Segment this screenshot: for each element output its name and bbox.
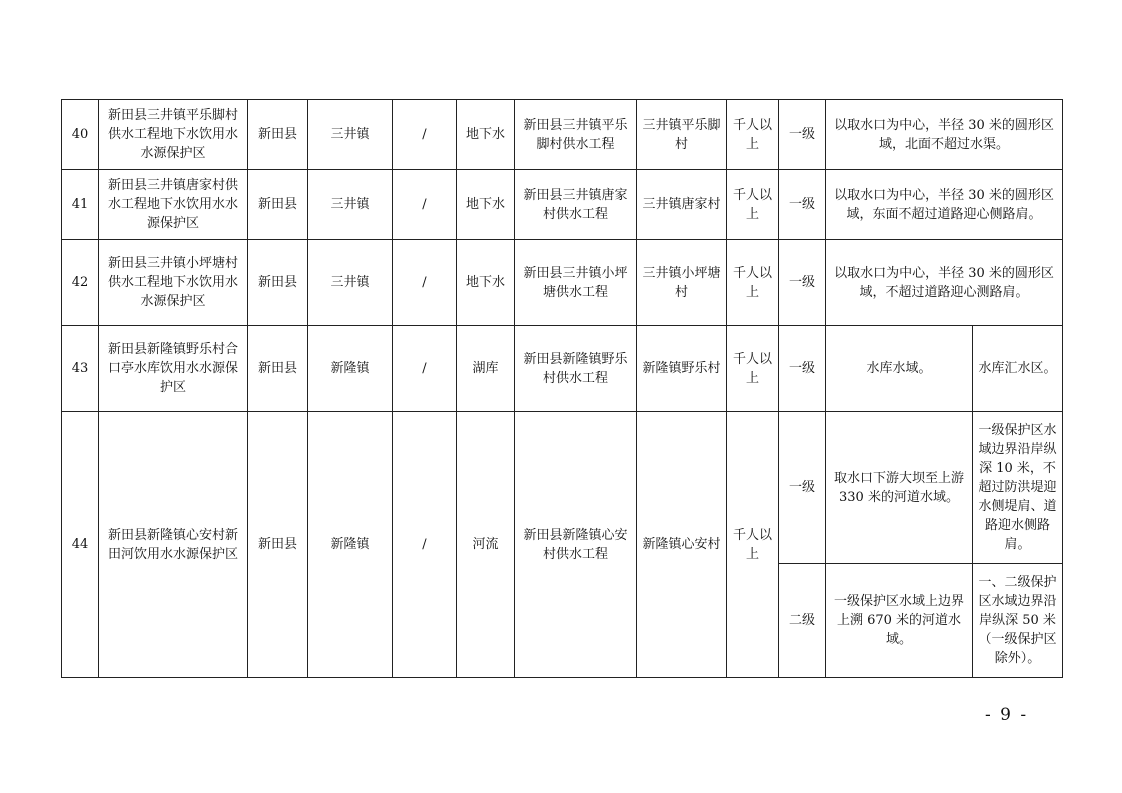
water-range: 一级保护区水域上边界上溯 670 米的河道水域。 bbox=[826, 564, 973, 678]
slash-cell: / bbox=[393, 412, 457, 678]
county: 新田县 bbox=[248, 100, 308, 170]
table-row bbox=[62, 240, 1063, 326]
zone-name: 新田县新隆镇野乐村合口亭水库饮用水水源保护区 bbox=[99, 326, 248, 412]
town: 三井镇 bbox=[308, 240, 393, 326]
zone-name: 新田县三井镇唐家村供水工程地下水饮用水水源保护区 bbox=[99, 170, 248, 240]
supply-project: 新田县三井镇平乐脚村供水工程 bbox=[515, 100, 637, 170]
table-row bbox=[62, 326, 1063, 412]
row-number: 40 bbox=[62, 100, 99, 170]
supply-project: 新田县新隆镇野乐村供水工程 bbox=[515, 326, 637, 412]
water-range: 水库水域。 bbox=[826, 326, 973, 412]
protection-zone-table bbox=[61, 99, 1063, 678]
town: 三井镇 bbox=[308, 100, 393, 170]
service-area: 三井镇平乐脚村 bbox=[637, 100, 727, 170]
zone-name: 新田县三井镇平乐脚村供水工程地下水饮用水水源保护区 bbox=[99, 100, 248, 170]
scale: 千人以上 bbox=[727, 100, 779, 170]
service-area: 三井镇唐家村 bbox=[637, 170, 727, 240]
protection-level: 一级 bbox=[779, 326, 826, 412]
town: 新隆镇 bbox=[308, 412, 393, 678]
table-row bbox=[62, 170, 1063, 240]
protection-range: 以取水口为中心，半径 30 米的圆形区域，东面不超过道路迎心侧路肩。 bbox=[826, 170, 1063, 240]
land-range: 水库汇水区。 bbox=[973, 326, 1063, 412]
town: 新隆镇 bbox=[308, 326, 393, 412]
land-range: 一、二级保护区水域边界沿岸纵深 50 米（一级保护区除外）。 bbox=[973, 564, 1063, 678]
protection-range: 以取水口为中心，半径 30 米的圆形区域，北面不超过水渠。 bbox=[826, 100, 1063, 170]
supply-project: 新田县三井镇小坪塘供水工程 bbox=[515, 240, 637, 326]
service-area: 新隆镇野乐村 bbox=[637, 326, 727, 412]
county: 新田县 bbox=[248, 240, 308, 326]
service-area: 新隆镇心安村 bbox=[637, 412, 727, 678]
protection-level: 一级 bbox=[779, 412, 826, 564]
scale: 千人以上 bbox=[727, 326, 779, 412]
supply-project: 新田县新隆镇心安村供水工程 bbox=[515, 412, 637, 678]
water-type: 地下水 bbox=[457, 170, 515, 240]
water-range: 取水口下游大坝至上游 330 米的河道水域。 bbox=[826, 412, 973, 564]
water-type: 湖库 bbox=[457, 326, 515, 412]
protection-level: 一级 bbox=[779, 240, 826, 326]
slash-cell: / bbox=[393, 240, 457, 326]
scale: 千人以上 bbox=[727, 412, 779, 678]
slash-cell: / bbox=[393, 170, 457, 240]
row-number: 44 bbox=[62, 412, 99, 678]
row-number: 42 bbox=[62, 240, 99, 326]
row-number: 43 bbox=[62, 326, 99, 412]
protection-range: 以取水口为中心，半径 30 米的圆形区域，不超过道路迎心测路肩。 bbox=[826, 240, 1063, 326]
table-row bbox=[62, 412, 1063, 564]
protection-level: 一级 bbox=[779, 170, 826, 240]
county: 新田县 bbox=[248, 326, 308, 412]
slash-cell: / bbox=[393, 100, 457, 170]
table-row bbox=[62, 100, 1063, 170]
service-area: 三井镇小坪塘村 bbox=[637, 240, 727, 326]
row-number: 41 bbox=[62, 170, 99, 240]
protection-level: 一级 bbox=[779, 100, 826, 170]
water-type: 地下水 bbox=[457, 240, 515, 326]
scale: 千人以上 bbox=[727, 170, 779, 240]
town: 三井镇 bbox=[308, 170, 393, 240]
protection-level: 二级 bbox=[779, 564, 826, 678]
slash-cell: / bbox=[393, 326, 457, 412]
county: 新田县 bbox=[248, 412, 308, 678]
zone-name: 新田县新隆镇心安村新田河饮用水水源保护区 bbox=[99, 412, 248, 678]
page-number: - 9 - bbox=[985, 705, 1029, 725]
supply-project: 新田县三井镇唐家村供水工程 bbox=[515, 170, 637, 240]
county: 新田县 bbox=[248, 170, 308, 240]
water-type: 地下水 bbox=[457, 100, 515, 170]
land-range: 一级保护区水域边界沿岸纵深 10 米，不超过防洪堤迎水侧堤肩、道路迎水侧路肩。 bbox=[973, 412, 1063, 564]
scale: 千人以上 bbox=[727, 240, 779, 326]
water-type: 河流 bbox=[457, 412, 515, 678]
zone-name: 新田县三井镇小坪塘村供水工程地下水饮用水水源保护区 bbox=[99, 240, 248, 326]
